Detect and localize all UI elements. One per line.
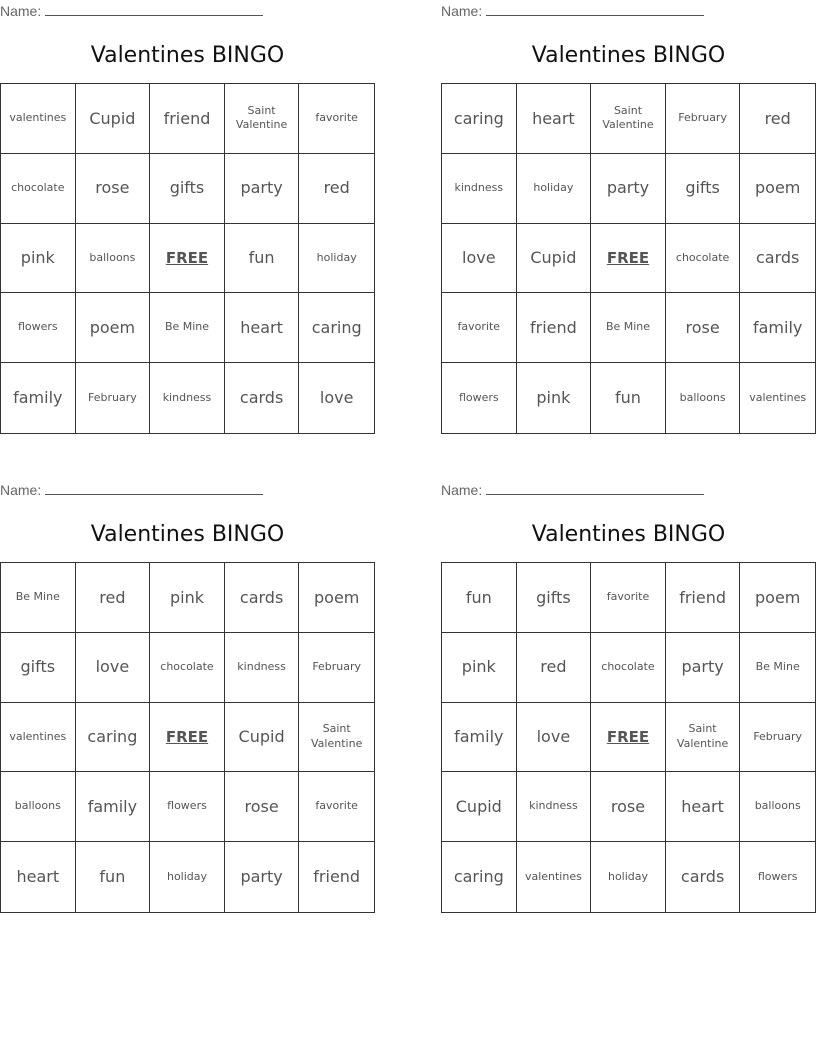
bingo-cell: Cupid <box>76 84 151 154</box>
bingo-cell: favorite <box>442 293 517 363</box>
card-title: Valentines BINGO <box>90 522 285 547</box>
free-space-cell: FREE <box>150 703 225 773</box>
bingo-cell: holiday <box>150 842 225 912</box>
bingo-cell: February <box>299 633 374 703</box>
bingo-cell: rose <box>76 154 151 224</box>
bingo-cell: pink <box>442 633 517 703</box>
bingo-cell: fun <box>225 224 300 294</box>
bingo-cell: family <box>1 363 76 433</box>
bingo-cell: family <box>740 293 815 363</box>
bingo-cell: love <box>76 633 151 703</box>
bingo-cell: holiday <box>591 842 666 912</box>
bingo-cell: valentines <box>1 84 76 154</box>
bingo-cell: Cupid <box>225 703 300 773</box>
bingo-cell: balloons <box>740 772 815 842</box>
bingo-cell: heart <box>225 293 300 363</box>
bingo-cell: flowers <box>757 869 798 883</box>
bingo-cell: Cupid <box>442 772 517 842</box>
bingo-cell: kindness <box>517 772 592 842</box>
name-underline <box>45 0 263 16</box>
bingo-cell: heart <box>517 84 592 154</box>
bingo-cell: February <box>666 84 741 154</box>
bingo-cell: cards <box>225 563 300 633</box>
bingo-grid <box>0 562 375 913</box>
bingo-cell: February <box>740 703 815 773</box>
bingo-cell: poem <box>299 563 374 633</box>
bingo-cell: poem <box>76 293 151 363</box>
bingo-cell: heart <box>666 772 741 842</box>
bingo-cell: chocolate <box>1 154 76 224</box>
bingo-cell: Be Mine <box>150 293 225 363</box>
bingo-cell: kindness <box>150 363 225 433</box>
bingo-cell: gifts <box>666 154 741 224</box>
bingo-cell: balloons <box>666 363 741 433</box>
bingo-cell: holiday <box>517 154 592 224</box>
card-title: Valentines BINGO <box>90 43 285 68</box>
bingo-cell: favorite <box>299 772 374 842</box>
bingo-cell: balloons <box>76 224 151 294</box>
name-field <box>441 479 704 501</box>
bingo-cell: cards <box>225 363 300 433</box>
bingo-cell: Saint Valentine <box>666 703 741 773</box>
bingo-cell: friend <box>517 293 592 363</box>
bingo-cell: poem <box>740 154 815 224</box>
bingo-cell: kindness <box>225 633 300 703</box>
card-title: Valentines BINGO <box>531 43 726 68</box>
bingo-cell: Saint Valentine <box>591 84 666 154</box>
bingo-cell: red <box>299 154 374 224</box>
bingo-cell: party <box>591 154 666 224</box>
bingo-cell: kindness <box>442 154 517 224</box>
bingo-cell: party <box>225 842 300 912</box>
bingo-cell: fun <box>591 363 666 433</box>
name-label: Name: <box>441 482 483 498</box>
bingo-cell: Be Mine <box>1 563 76 633</box>
name-label: Name: <box>0 3 42 19</box>
bingo-cell: balloons <box>1 772 76 842</box>
bingo-cell: friend <box>150 84 225 154</box>
bingo-cell: gifts <box>150 154 225 224</box>
bingo-cell: Be Mine <box>591 293 666 363</box>
bingo-cell: gifts <box>1 633 76 703</box>
bingo-cell: heart <box>1 842 76 912</box>
name-field <box>0 0 263 22</box>
bingo-cell: flowers <box>442 363 517 433</box>
bingo-cell: fun <box>76 842 151 912</box>
bingo-cell: holiday <box>299 224 374 294</box>
bingo-cell: February <box>76 363 151 433</box>
name-underline <box>486 479 704 495</box>
name-underline <box>45 479 263 495</box>
free-space-cell: FREE <box>150 224 225 294</box>
bingo-cell: valentines <box>517 842 592 912</box>
bingo-cell: caring <box>442 842 517 912</box>
bingo-cell: Saint Valentine <box>299 703 374 773</box>
name-underline <box>486 0 704 16</box>
free-space-cell: FREE <box>591 224 666 294</box>
bingo-cell: friend <box>313 867 361 887</box>
bingo-cell: pink <box>1 224 76 294</box>
bingo-cell: Cupid <box>517 224 592 294</box>
bingo-cell: rose <box>591 772 666 842</box>
bingo-cell: chocolate <box>666 224 741 294</box>
bingo-cell: flowers <box>150 772 225 842</box>
bingo-cell: friend <box>666 563 741 633</box>
bingo-cell: pink <box>517 363 592 433</box>
name-label: Name: <box>0 482 42 498</box>
bingo-grid <box>441 83 816 434</box>
name-field <box>0 479 263 501</box>
bingo-cell: love <box>319 388 354 408</box>
bingo-cell: caring <box>299 293 374 363</box>
name-label: Name: <box>441 3 483 19</box>
bingo-cell: red <box>740 84 815 154</box>
name-field <box>441 0 704 22</box>
bingo-cell: rose <box>225 772 300 842</box>
bingo-cell: flowers <box>1 293 76 363</box>
bingo-cell: gifts <box>517 563 592 633</box>
card-title: Valentines BINGO <box>531 522 726 547</box>
bingo-cell: family <box>76 772 151 842</box>
bingo-cell: caring <box>442 84 517 154</box>
bingo-cell: cards <box>740 224 815 294</box>
bingo-cell: chocolate <box>591 633 666 703</box>
free-space-cell: FREE <box>591 703 666 773</box>
bingo-cell: fun <box>442 563 517 633</box>
bingo-cell: chocolate <box>150 633 225 703</box>
bingo-cell: party <box>666 633 741 703</box>
bingo-cell: poem <box>740 563 815 633</box>
bingo-cell: valentines <box>1 703 76 773</box>
bingo-cell: cards <box>666 842 741 912</box>
bingo-cell: favorite <box>591 563 666 633</box>
bingo-cell: love <box>517 703 592 773</box>
bingo-cell: red <box>76 563 151 633</box>
bingo-cell: caring <box>76 703 151 773</box>
bingo-cell: family <box>442 703 517 773</box>
bingo-cell: favorite <box>299 84 374 154</box>
bingo-cell: love <box>442 224 517 294</box>
bingo-cell: red <box>517 633 592 703</box>
bingo-cell: Saint Valentine <box>225 84 300 154</box>
bingo-cell: rose <box>666 293 741 363</box>
bingo-grid <box>441 562 816 913</box>
bingo-grid <box>0 83 375 434</box>
bingo-cell: party <box>225 154 300 224</box>
bingo-cell: valentines <box>749 390 807 404</box>
bingo-cell: pink <box>150 563 225 633</box>
bingo-cell: Be Mine <box>740 633 815 703</box>
